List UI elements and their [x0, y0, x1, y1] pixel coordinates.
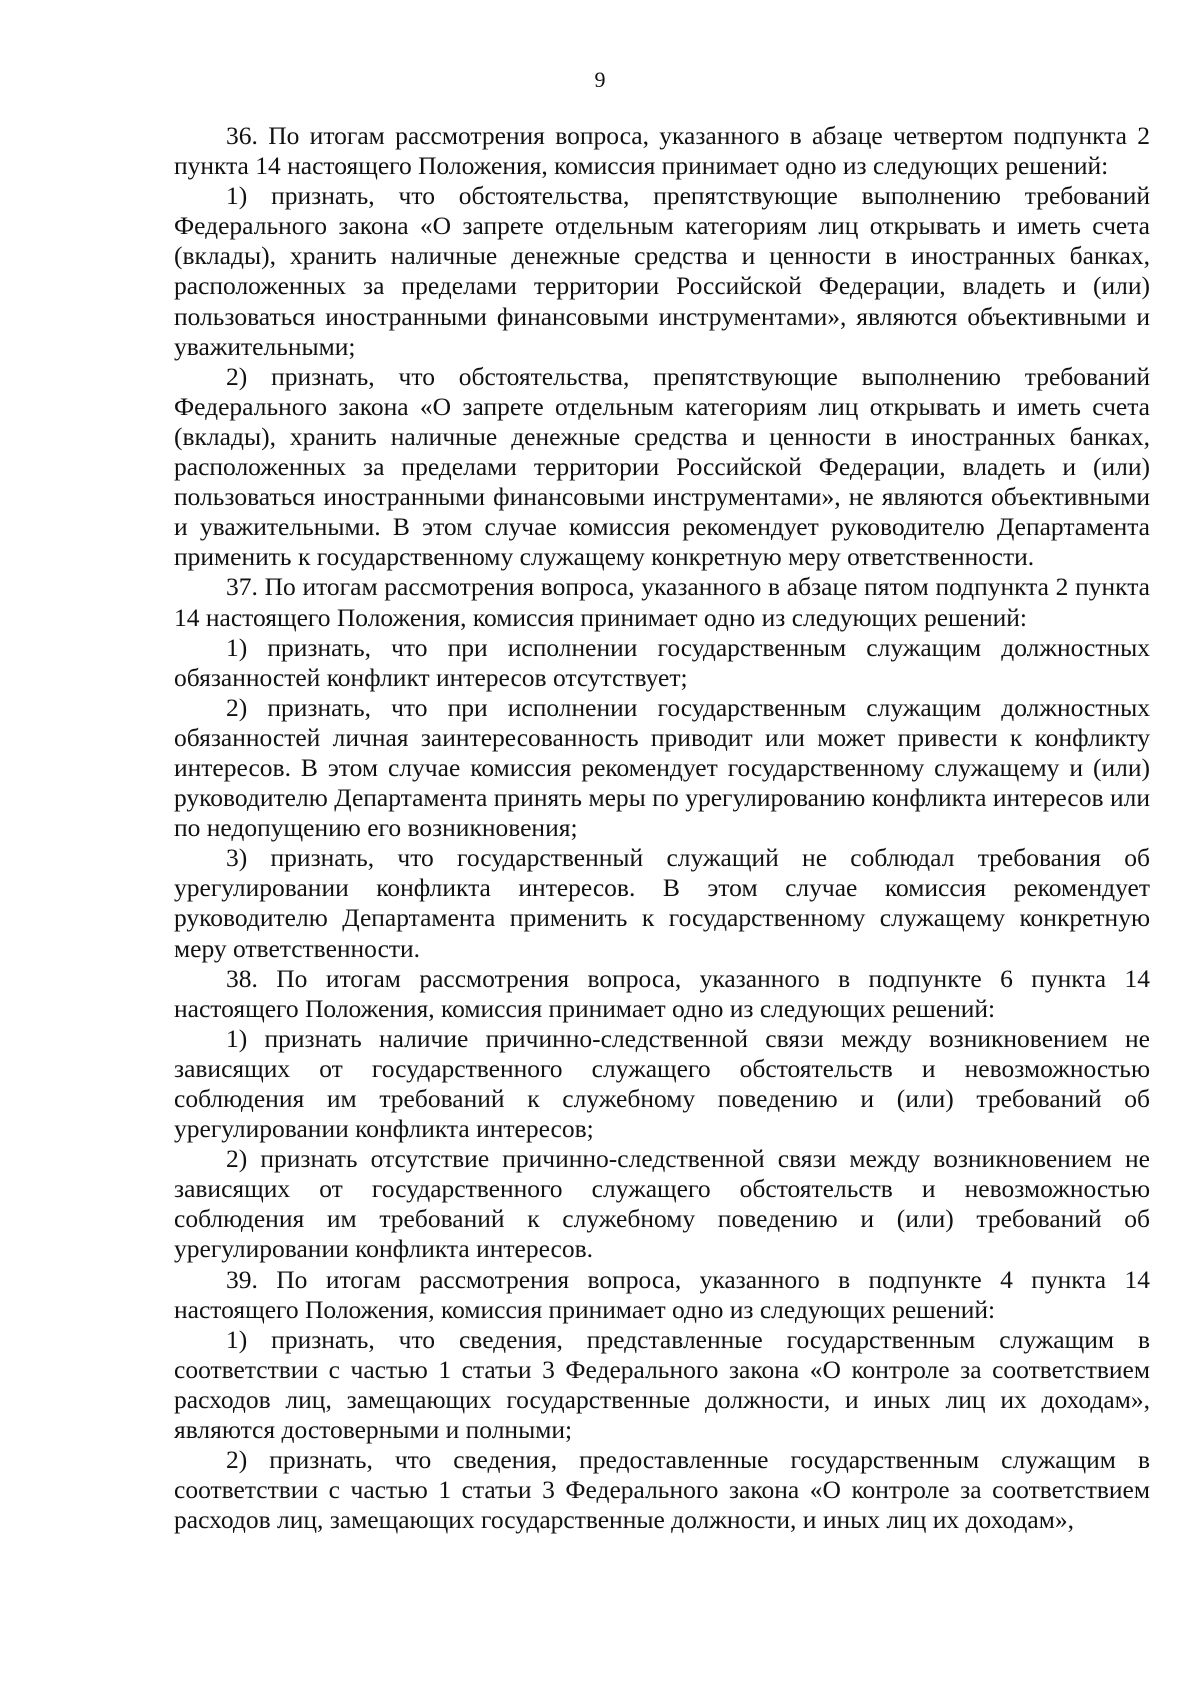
paragraph-38-item-1: 1) признать наличие причинно-следственной связи между возникновением не зависящих от государственного служащего обстоятельств и невозможностью соблюдения им требований к служебному поведению и (или) требований об урегулировании конфликта интересов;: [174, 1023, 1150, 1144]
paragraph-36-item-1: 1) признать, что обстоятельства, препятствующие выполнению требований Федерального закона «О запрете отдельным категориям лиц открывать и иметь счета (вклады), хранить наличные денежные средства и ценности в иностранных банках, расположенных за пределами территории Российской Федерации, владеть и (или) пользоваться иностранными финансовыми инструментами», являются объективными и уважительными;: [174, 181, 1150, 361]
document-body: [174, 121, 1150, 1535]
paragraph-37-item-2: 2) признать, что при исполнении государственным служащим должностных обязанностей личная заинтересованность приводит или может привести к конфликту интересов. В этом случае комиссия рекомендует государственному служащему и (или) руководителю Департамента принять меры по урегулированию конфликта интересов или по недопущению его возникновения;: [174, 692, 1150, 843]
paragraph-39-item-2: 2) признать, что сведения, предоставленные государственным служащим в соответствии с частью 1 статьи 3 Федерального закона «О контроле за соответствием расходов лиц, замещающих государственные должности, и иных лиц их доходам»,: [174, 1445, 1150, 1535]
paragraph-36: 36. По итогам рассмотрения вопроса, указанного в абзаце четвертом подпункта 2 пункта 14 настоящего Положения, комиссия принимает одно из следующих решений:: [174, 121, 1150, 181]
paragraph-37-item-1: 1) признать, что при исполнении государственным служащим должностных обязанностей конфликт интересов отсутствует;: [174, 632, 1150, 692]
paragraph-37-item-3: 3) признать, что государственный служащий не соблюдал требования об урегулировании конфликта интересов. В этом случае комиссия рекомендует руководителю Департамента применить к государственному служащему конкретную меру ответственности.: [174, 843, 1150, 963]
paragraph-39-item-1: 1) признать, что сведения, представленные государственным служащим в соответствии с частью 1 статьи 3 Федерального закона «О контроле за соответствием расходов лиц, замещающих государственные должности, и иных лиц их доходам», являются достоверными и полными;: [174, 1324, 1150, 1445]
paragraph-36-item-2: 2) признать, что обстоятельства, препятствующие выполнению требований Федерального закона «О запрете отдельным категориям лиц открывать и иметь счета (вклады), хранить наличные денежные средства и ценности в иностранных банках, расположенных за пределами территории Российской Федерации, владеть и (или) пользоваться иностранными финансовыми инструментами», не являются объективными и уважительными. В этом случае комиссия рекомендует руководителю Департамента применить к государственному служащему конкретную меру ответственности.: [174, 361, 1150, 572]
paragraph-37: 37. По итогам рассмотрения вопроса, указанного в абзаце пятом подпункта 2 пункта 14 настоящего Положения, комиссия принимает одно из следующих решений:: [174, 572, 1150, 632]
page-number: 9: [594, 67, 606, 92]
paragraph-38-item-2: 2) признать отсутствие причинно-следственной связи между возникновением не зависящих от государственного служащего обстоятельств и невозможностью соблюдения им требований к служебному поведению и (или) требований об урегулировании конфликта интересов.: [174, 1144, 1150, 1264]
paragraph-39: 39. По итогам рассмотрения вопроса, указанного в подпункте 4 пункта 14 настоящего Положения, комиссия принимает одно из следующих решений:: [174, 1264, 1150, 1324]
paragraph-38: 38. По итогам рассмотрения вопроса, указанного в подпункте 6 пункта 14 настоящего Положения, комиссия принимает одно из следующих решений:: [174, 963, 1150, 1023]
